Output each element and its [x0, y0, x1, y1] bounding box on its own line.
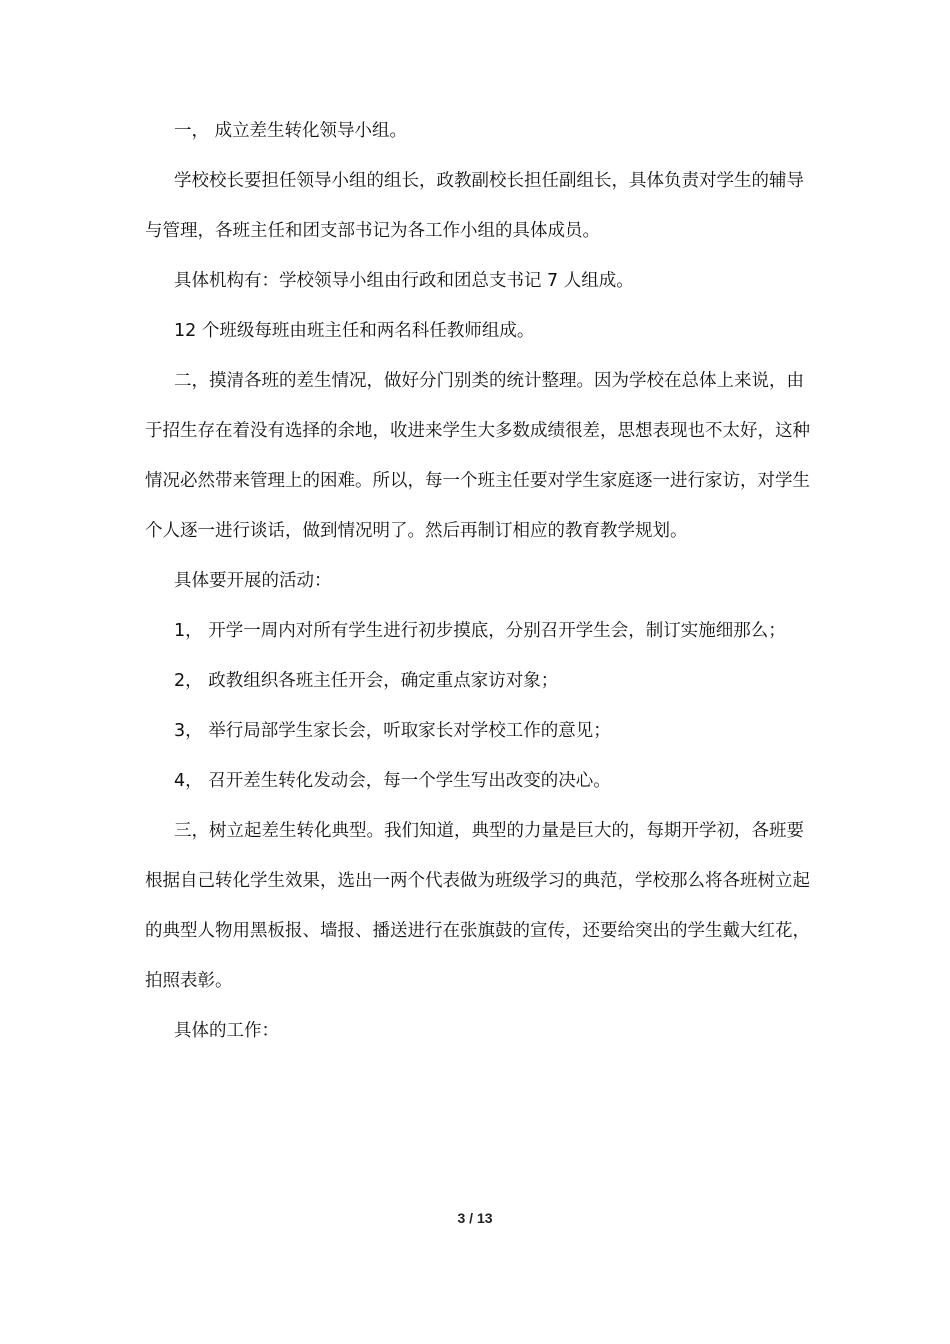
section-heading-1: 一， 成立差生转化领导小组。 — [174, 121, 408, 141]
section-paragraph-2: 二，摸清各班的差生情况，做好分门别类的统计整理。因为学校在总体上来说，由于招生存在着没有选择的余地，收进来学生大多数成绩很差，思想表现也不太好，这种情况必然带来管理上的困难。所以，每一个班主任要对学生家庭逐一进行家访，对学生个人逐一进行谈话，做到情况明了。然后再制订相应的教育教学规划。 — [145, 371, 810, 541]
list-item-1: 1， 开学一周内对所有学生进行初步摸底，分别召开学生会，制订实施细那么； — [174, 621, 786, 641]
paragraph-leadership: 学校校长要担任领导小组的组长，政教副校长担任副组长，具体负责对学生的辅导与管理，各班主任和团支部书记为各工作小组的具体成员。 — [145, 171, 804, 241]
paragraph-structure: 具体机构有：学校领导小组由行政和团总支书记 7 人组成。 — [174, 271, 634, 291]
section-paragraph-3: 三，树立起差生转化典型。我们知道，典型的力量是巨大的，每期开学初，各班要根据自己转化学生效果，选出一两个代表做为班级学习的典范，学校那么将各班树立起的典型人物用黑板报、墙报、播送进行在张旗鼓的宣传，还要给突出的学生戴大红花，拍照表彰。 — [145, 821, 810, 991]
page-number: 3 / 13 — [457, 1210, 493, 1226]
work-heading: 具体的工作： — [174, 1021, 279, 1041]
document-body — [145, 106, 810, 1056]
list-item-4: 4， 召开差生转化发动会，每一个学生写出改变的决心。 — [174, 771, 611, 791]
paragraph-classes: 12 个班级每班由班主任和两名科任教师组成。 — [174, 321, 535, 341]
list-item-3: 3， 举行局部学生家长会，听取家长对学校工作的意见； — [174, 721, 611, 741]
list-item-2: 2， 政教组织各班主任开会，确定重点家访对象； — [174, 671, 559, 691]
activities-heading: 具体要开展的活动： — [174, 571, 332, 591]
